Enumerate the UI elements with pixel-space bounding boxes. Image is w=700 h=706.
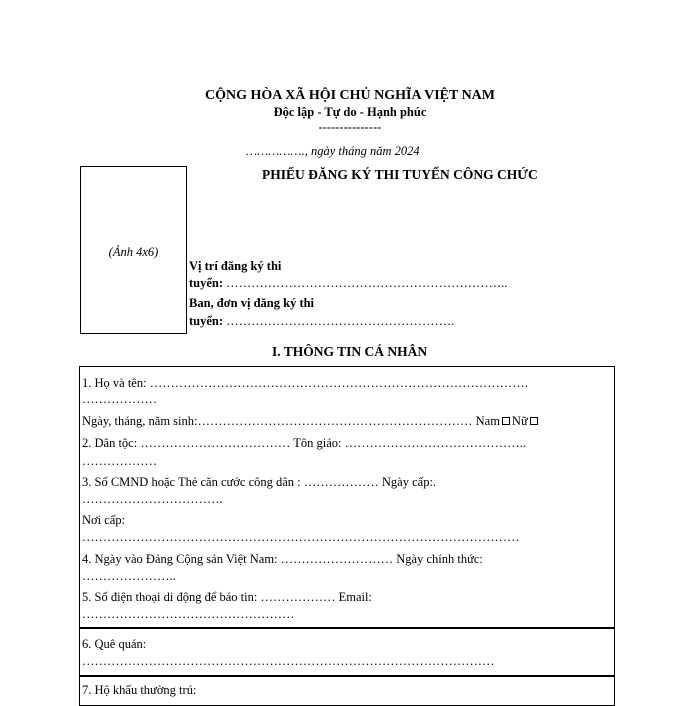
phone-email-field[interactable]: 5. Số điện thoại di động để báo tin: ……………… Email:: [82, 590, 372, 604]
photo-placeholder: [80, 166, 187, 334]
issued-place-field[interactable]: ……………………………………………………………………………………………: [82, 530, 520, 544]
position-label: Vị trí đăng ký thi: [189, 259, 282, 273]
national-motto: Độc lập - Tự do - Hạnh phúc: [273, 105, 427, 119]
unit-label-cont: tuyển:: [189, 314, 227, 328]
male-checkbox[interactable]: [502, 417, 510, 425]
form-title: PHIẾU ĐĂNG KÝ THI TUYỂN CÔNG CHỨC: [262, 167, 538, 182]
female-label: Nữ: [511, 414, 528, 428]
section-title: I. THÔNG TIN CÁ NHÂN: [272, 344, 428, 359]
unit-dots: ……………………………………………….: [226, 314, 455, 328]
female-checkbox[interactable]: [530, 417, 538, 425]
hometown-label: 6. Quê quán:: [82, 637, 147, 651]
dob-text: Ngày, tháng, năm sinh:………………………………………………………… Nam: [82, 414, 500, 428]
full-name-field[interactable]: 1. Họ và tên: ……………………………………………………………………………….: [82, 376, 528, 390]
dob-field[interactable]: [82, 413, 540, 429]
row-divider: [79, 675, 615, 677]
position-field[interactable]: [189, 274, 507, 292]
full-name-field-cont[interactable]: ………………: [82, 392, 157, 406]
unit-field[interactable]: [189, 312, 454, 330]
position-label-cont: tuyển:: [189, 276, 227, 290]
unit-label: Ban, đơn vị đăng ký thi: [189, 296, 315, 310]
ethnicity-field[interactable]: 2. Dân tộc: ……………………………… Tôn giáo: ……………………………………..: [82, 436, 526, 450]
hometown-field[interactable]: ………………………………………………………………………………………: [82, 654, 495, 668]
national-title: CỘNG HÒA XÃ HỘI CHỦ NGHĨA VIỆT NAM: [204, 88, 495, 103]
position-dots: …………………………………………………………..: [226, 276, 508, 290]
issued-place-label: Nơi cấp:: [82, 513, 126, 527]
party-date-field[interactable]: 4. Ngày vào Đảng Cộng sản Việt Nam: ……………………… Ngày chính thức:: [82, 552, 483, 566]
photo-label: (Ảnh 4x6): [108, 245, 159, 259]
party-date-field-cont[interactable]: …………………..: [82, 569, 176, 583]
residence-label: 7. Hộ khẩu thường trú:: [82, 683, 197, 697]
date-line: ……………., ngày tháng năm 2024: [246, 144, 420, 158]
id-card-field[interactable]: 3. Số CMND hoặc Thẻ căn cước công dân : ……………… Ngày cấp:.: [82, 475, 437, 489]
motto-separator: ---------------: [318, 120, 382, 134]
phone-email-field-cont[interactable]: ……………………………………………: [82, 607, 295, 621]
ethnicity-field-cont[interactable]: ………………: [82, 454, 157, 468]
row-divider: [79, 627, 615, 629]
id-card-field-cont[interactable]: …………………………….: [82, 492, 223, 506]
